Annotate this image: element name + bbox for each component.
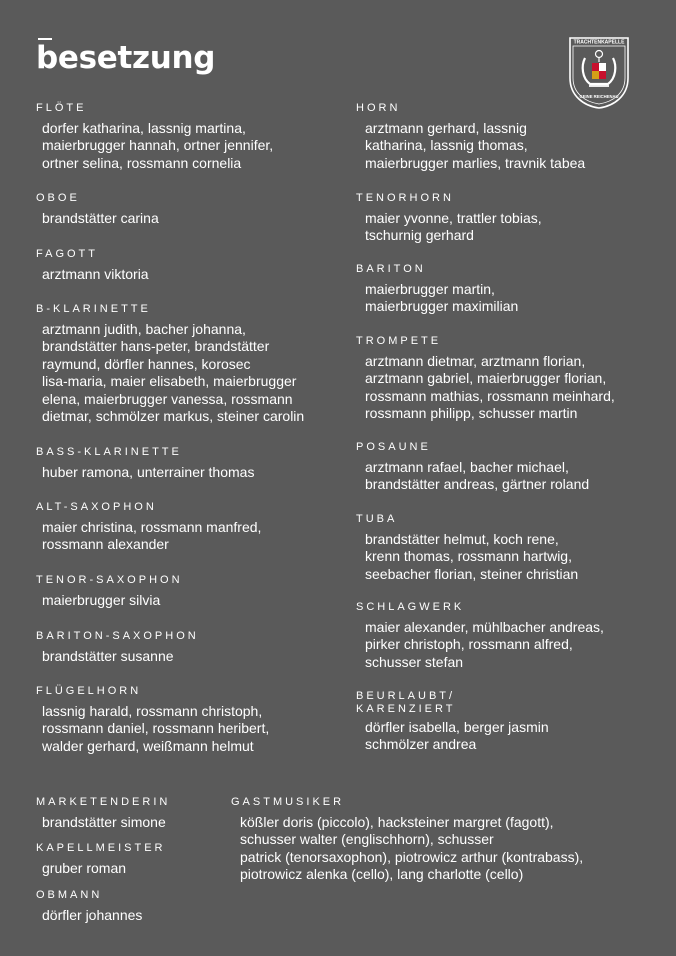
section-label: OBMANN xyxy=(36,889,103,901)
section-names: brandstätter simone xyxy=(42,814,166,830)
section-label: TENOR-SAXOPHON xyxy=(36,574,183,586)
section-fagott xyxy=(36,248,149,283)
section-label: MARKETENDERIN xyxy=(36,796,171,808)
section-label: BASS-KLARINETTE xyxy=(36,446,182,458)
section-names: gruber roman xyxy=(42,860,127,876)
section-names: huber ramona, unterrainer thomas xyxy=(42,464,255,480)
section-label: FLÜGELHORN xyxy=(36,685,142,697)
section-tenorhorn xyxy=(356,192,542,245)
section-names: dörfler isabella, berger jasmin schmölzer andrea xyxy=(365,719,549,753)
section-floete xyxy=(36,102,273,172)
section-names: arztmann gerhard, lassnig katharina, lassnig thomas, maierbrugger marlies, travnik tabea xyxy=(365,120,586,171)
logo-bottom-text: GEINE REICHENAU xyxy=(579,94,619,99)
section-obmann xyxy=(36,889,142,924)
section-names: dörfler johannes xyxy=(42,907,143,923)
lyre-crest-icon xyxy=(568,36,630,110)
section-names: maierbrugger martin, maierbrugger maximilian xyxy=(365,281,519,315)
section-label: BEURLAUBT/ KARENZIERT xyxy=(356,690,456,715)
section-label: BARITON-SAXOPHON xyxy=(36,630,199,642)
section-label: FAGOTT xyxy=(36,248,98,260)
section-names: arztmann viktoria xyxy=(42,266,149,282)
section-kapellmeister xyxy=(36,842,165,877)
section-trompete xyxy=(356,335,615,423)
section-names: lassnig harald, rossmann christoph, rossmann daniel, rossmann heribert, walder gerhard, weißmann helmut xyxy=(42,703,270,754)
section-schlagwerk xyxy=(356,601,604,671)
section-oboe xyxy=(36,192,159,227)
section-bariton-saxophon xyxy=(36,630,199,665)
section-names: brandstätter susanne xyxy=(42,648,174,664)
section-bass-klarinette xyxy=(36,446,254,481)
section-names: dorfer katharina, lassnig martina, maierbrugger hannah, ortner jennifer, ortner selina, rossmann cornelia xyxy=(42,120,274,171)
section-names: kößler doris (piccolo), hacksteiner margret (fagott), schusser walter (englischhorn), schusser patrick (tenorsaxophon), piotrowicz arthur (kontrabass), piotrowicz alenka (cello), lang charlotte (cello) xyxy=(240,814,584,883)
section-b-klarinette xyxy=(36,303,304,425)
section-label: GASTMUSIKER xyxy=(231,796,345,808)
section-alt-saxophon xyxy=(36,501,261,554)
section-label: BARITON xyxy=(356,263,426,275)
section-names: maier yvonne, trattler tobias, tschurnig gerhard xyxy=(365,210,542,244)
section-names: arztmann judith, bacher johanna, brandstätter hans-peter, brandstätter raymund, dörfler hannes, korosec lisa-maria, maier elisabeth, maierbrugger elena, maierbrugger vanessa, rossmann dietmar, schmölzer markus, steiner carolin xyxy=(42,321,305,425)
section-label: TROMPETE xyxy=(356,335,442,347)
section-beurlaubt xyxy=(356,690,549,754)
page-title: besetzung xyxy=(36,40,216,76)
section-label: ALT-SAXOPHON xyxy=(36,501,157,513)
section-names: maier christina, rossmann manfred, rossmann alexander xyxy=(42,519,262,553)
section-label: KAPELLMEISTER xyxy=(36,842,166,854)
section-label: TUBA xyxy=(356,513,398,525)
section-names: brandstätter helmut, koch rene, krenn thomas, rossmann hartwig, seebacher florian, steiner christian xyxy=(365,531,579,582)
section-label: SCHLAGWERK xyxy=(356,601,465,613)
section-label: POSAUNE xyxy=(356,441,431,453)
section-posaune xyxy=(356,441,589,494)
section-names: maier alexander, mühlbacher andreas, pirker christoph, rossmann alfred, schusser stefan xyxy=(365,619,604,670)
section-tenor-saxophon xyxy=(36,574,183,609)
section-horn xyxy=(356,102,585,172)
section-marketenderin xyxy=(36,796,170,831)
section-names: arztmann dietmar, arztmann florian, arztmann gabriel, maierbrugger florian, rossmann mathias, rossmann meinhard, rossmann philipp, schusser martin xyxy=(365,353,615,422)
section-fluegelhorn xyxy=(36,685,269,755)
section-tuba xyxy=(356,513,578,583)
section-bariton xyxy=(356,263,518,316)
section-label: TENORHORN xyxy=(356,192,454,204)
section-names: arztmann rafael, bacher michael, brandstätter andreas, gärtner roland xyxy=(365,459,590,493)
section-label: OBOE xyxy=(36,192,80,204)
section-gastmusiker xyxy=(231,796,583,884)
trachtenkapelle-logo xyxy=(568,36,630,110)
section-label: B-KLARINETTE xyxy=(36,303,151,315)
section-label: HORN xyxy=(356,102,401,114)
logo-top-text: TRACHTENKAPELLE xyxy=(573,39,625,46)
section-names: maierbrugger silvia xyxy=(42,592,161,608)
section-label: FLÖTE xyxy=(36,102,87,114)
section-names: brandstätter carina xyxy=(42,210,159,226)
